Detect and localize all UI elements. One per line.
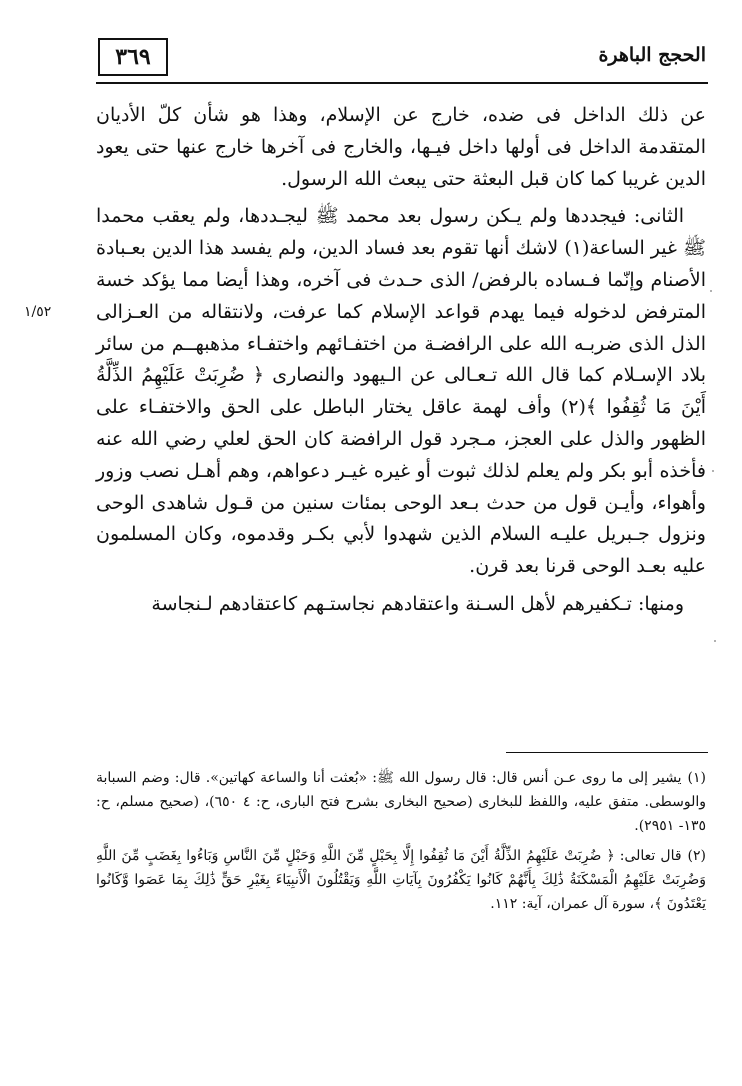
margin-note: ١/٥٢ [24,304,52,320]
header-divider [96,82,708,84]
footnote-number: (٢) [687,848,706,864]
scan-speck [712,470,714,472]
page-number: ٣٦٩ [98,38,168,76]
paragraph: ومنها: تـكفيرهم لأهل السـنة واعتقادهم نجاستـهم كاعتقادهم لـنجاسة [151,592,684,615]
footnote [96,844,706,916]
running-title: الحجج الباهرة [598,44,706,66]
footnote-number: (١) [687,770,706,786]
paragraph: عن ذلك الداخل فى ضده، خارج عن الإسلام، وهذا هو شأن كلّ الأديان المتقدمة الداخل فى أولها داخل فيـها، والخارج فى آخرها خارج عنها حتى يعود الدين غريبا كما كان قبل البعثة حتى يبعث الله الرسول. [96,104,706,190]
footnote-text: قال تعالى: ﴿ ضُرِبَتْ عَلَيْهِمُ الذِّلَّةُ أَيْنَ مَا ثُقِفُوا إِلَّا بِحَبْلٍ مِّنَ اللَّهِ وَحَبْلٍ مِّنَ النَّاسِ وَبَاءُوا بِغَضَبٍ مِّنَ اللَّهِ وَضُرِبَتْ عَلَيْهِمُ الْمَسْكَنَةُ ذَٰلِكَ بِأَنَّهُمْ كَانُوا يَكْفُرُونَ بِآيَاتِ اللَّهِ وَيَقْتُلُونَ الْأَنبِيَاءَ بِغَيْرِ حَقٍّ ذَٰلِكَ بِمَا عَصَوا وَّكَانُوا يَعْتَدُونَ ﴾، سورة آل عمران، آية: ١١٢. [96,848,706,912]
main-text [96,100,706,621]
footnote [96,766,706,838]
scan-speck [714,640,716,642]
page-header [96,28,706,90]
footnote-divider [506,752,708,753]
scan-speck [710,290,712,292]
paragraph: الثانى: فيجددها ولم يـكن رسول بعد محمد ﷺ ليجـددها، ولم يعقب محمدا ﷺ غير الساعة(١) لاشك أنها تقوم بعد فساد الدين، ولم يفسد هذا الدين بعـبادة الأصنام وإنّما فـساده بالرفض/ الذى حـدث فى آخره، وهذا أيضا مما يؤكد خسة المترفض لدخوله فيما يهدم قواعد الإسلام كما عرفت، ولانتقاله من العـزالى الذل الذى ضربـه الله على الرافضـة من اختفـائهم واختفـاء مذهبهــم من سائر بلاد الإسـلام كما قال الله تـعـالى عن الـيهود والنصارى ﴿ ضُرِبَتْ عَلَيْهِمُ الذِّلَّةُ أَيْنَ مَا ثُقِفُوا ﴾(٢) وأف لهمة عاقل يختار الباطل على الحق والاختفـاء على الظهور والذل على العجز، مـجرد قول الرافضة كان الحق لعلي رضي الله عنه فأخذه أبو بكر ولم يعلم لذلك ثبوت أو غيره غيـر دعواهم، وهم أهـل نصب وزور وأهواء، وأيـن قول من حدث بـعد الوحى بمئات سنين من قـول شاهدى الوحى ونزول جـبريل عليـه السلام الذين شهدوا لأبي بكـر وقدموه، وكان المسلمون عليه بعـد الوحى قرنا بعد قرن. [96,205,706,578]
footnote-text: يشير إلى ما روى عـن أنس قال: قال رسول الله ﷺ: «بُعثت أنا والساعة كهاتين». قال: وضم السبابة والوسطى. متفق عليه، واللفظ للبخارى (صحيح البخارى بشرح فتح البارى، ح: ٤ ٦٥٠)، (صحيح مسلم، ح: ١٣٥- ٢٩٥١). [96,770,706,834]
footnotes [96,766,706,922]
